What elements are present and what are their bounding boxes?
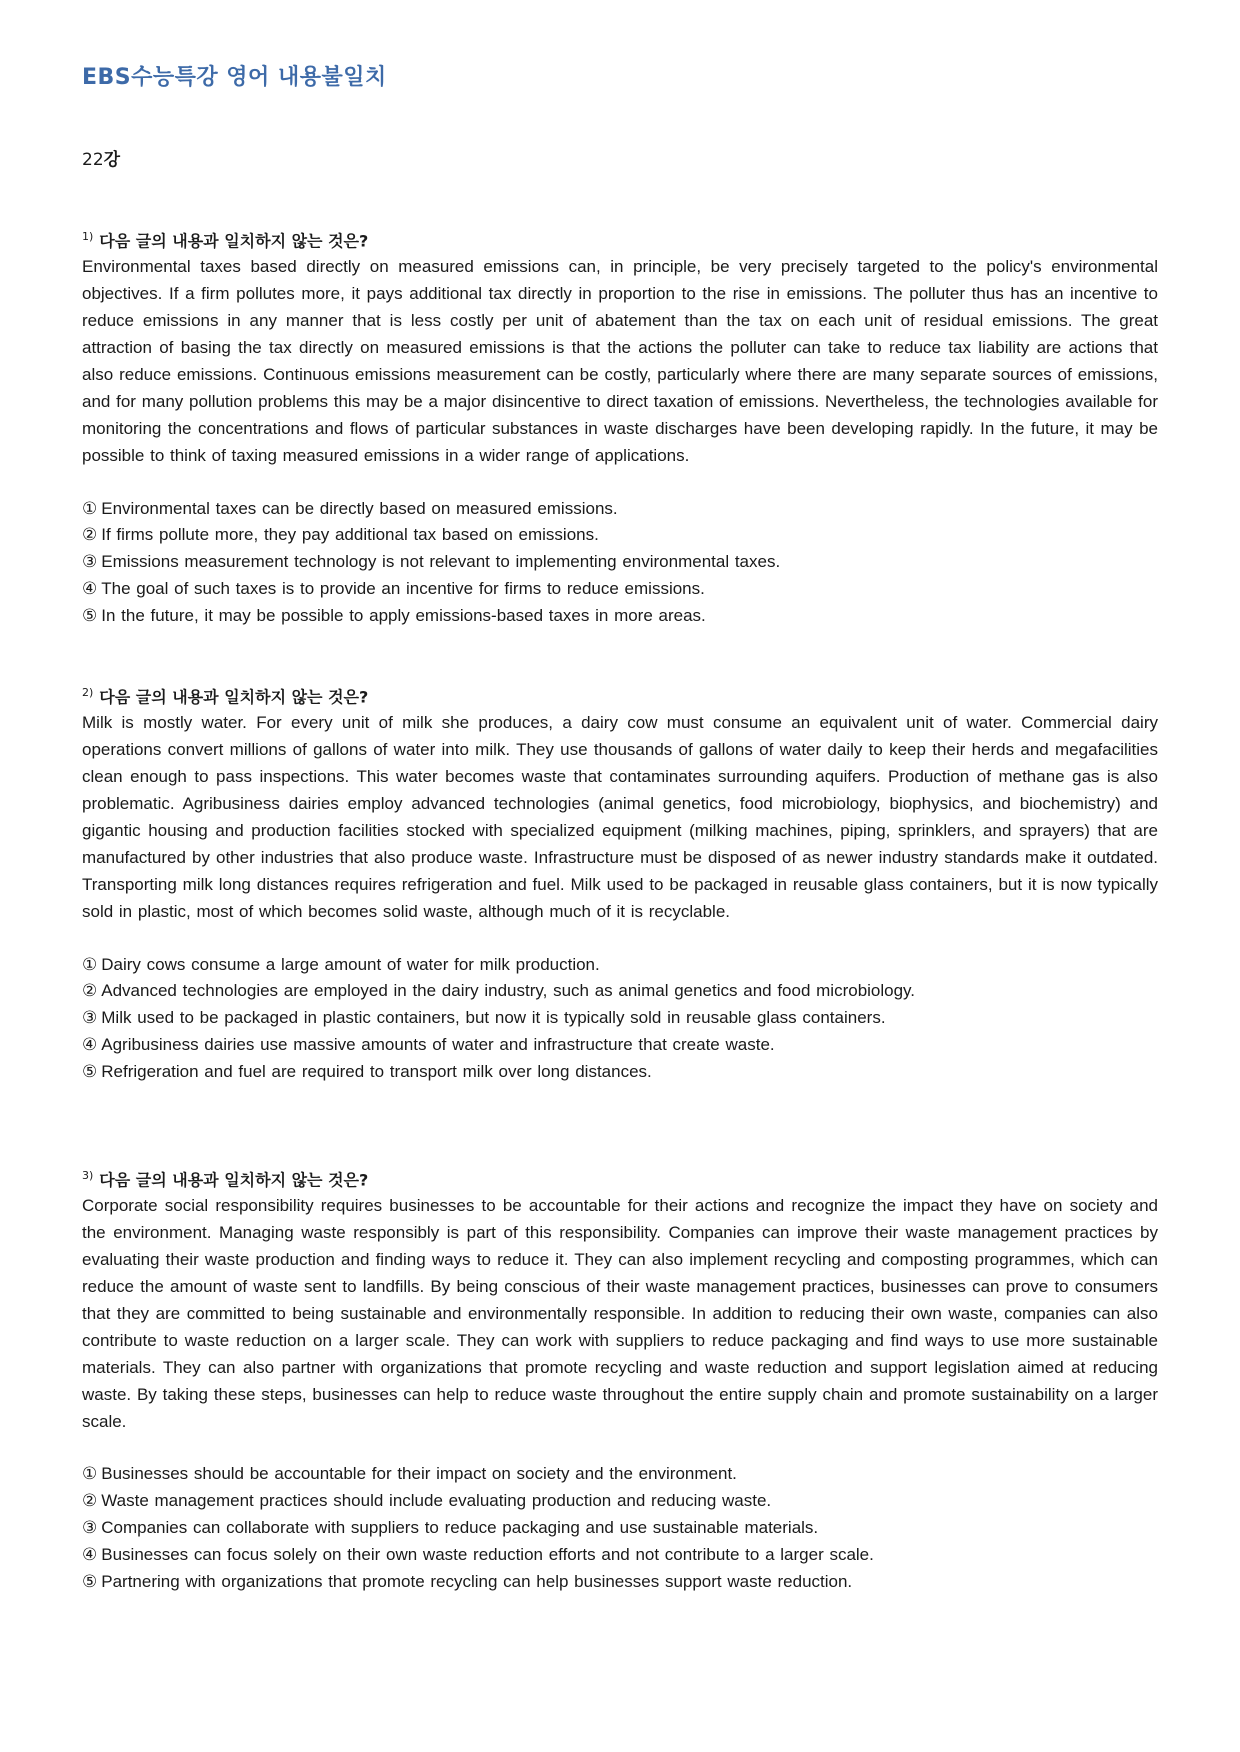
page-title: EBS수능특강 영어 내용불일치 bbox=[82, 65, 387, 90]
option-mark: ① bbox=[82, 954, 98, 974]
question-prompt: 다음 글의 내용과 일치하지 않는 것은? bbox=[99, 1170, 369, 1190]
option-text: Partnering with organizations that promote recycling can help businesses support waste reduction. bbox=[101, 1572, 853, 1592]
option-text: Businesses should be accountable for their impact on society and the environment. bbox=[101, 1464, 737, 1484]
answer-option-1[interactable] bbox=[82, 1461, 1158, 1488]
option-mark: ③ bbox=[82, 1518, 98, 1538]
option-mark: ③ bbox=[82, 1008, 98, 1028]
question-passage: Corporate social responsibility requires businesses to be accountable for their actions and recognize the impact they have on society and the environment. Managing waste responsibly is part of this responsibility. Companies can improve their waste management practices by evaluating their waste production and finding ways to reduce it. They can also implement recycling and composting programmes, which can reduce the amount of waste sent to landfills. By being conscious of their waste management practices, businesses can prove to consumers that they are committed to being sustainable and environmentally responsible. In addition to reducing their own waste, companies can also contribute to waste reduction on a larger scale. They can work with suppliers to reduce packaging and find ways to use more sustainable materials. They can also partner with organizations that promote recycling and waste reduction and support legislation aimed at reducing waste. By taking these steps, businesses can help to reduce waste throughout the entire supply chain and promote sustainability on a larger scale. bbox=[82, 1196, 1158, 1431]
option-mark: ③ bbox=[82, 552, 98, 572]
question-header bbox=[82, 224, 1158, 254]
option-text: Advanced technologies are employed in the dairy industry, such as animal genetics and food microbiology. bbox=[101, 981, 916, 1001]
answer-options bbox=[82, 496, 1158, 631]
question-2 bbox=[82, 680, 1158, 1086]
option-mark: ④ bbox=[82, 1545, 98, 1565]
question-number: 3) bbox=[82, 1169, 94, 1182]
option-text: Companies can collaborate with suppliers to reduce packaging and use sustainable materials. bbox=[101, 1518, 819, 1538]
option-text: If firms pollute more, they pay additional tax based on emissions. bbox=[101, 525, 599, 545]
question-header bbox=[82, 680, 1158, 710]
answer-option-3[interactable] bbox=[82, 1005, 1158, 1032]
answer-option-1[interactable] bbox=[82, 952, 1158, 979]
answer-option-2[interactable] bbox=[82, 1488, 1158, 1515]
option-text: Dairy cows consume a large amount of water for milk production. bbox=[101, 954, 600, 974]
option-mark: ① bbox=[82, 1464, 98, 1484]
option-text: Emissions measurement technology is not relevant to implementing environmental taxes. bbox=[101, 552, 781, 572]
question-1 bbox=[82, 224, 1158, 630]
option-text: Businesses can focus solely on their own waste reduction efforts and not contribute to a larger scale. bbox=[101, 1545, 874, 1565]
answer-option-3[interactable] bbox=[82, 1515, 1158, 1542]
question-3 bbox=[82, 1163, 1158, 1596]
question-prompt: 다음 글의 내용과 일치하지 않는 것은? bbox=[99, 687, 369, 707]
answer-option-1[interactable] bbox=[82, 496, 1158, 523]
question-number: 1) bbox=[82, 230, 94, 243]
option-text: The goal of such taxes is to provide an incentive for firms to reduce emissions. bbox=[101, 579, 705, 599]
answer-option-5[interactable] bbox=[82, 1569, 1158, 1596]
option-text: Agribusiness dairies use massive amounts of water and infrastructure that create waste. bbox=[101, 1035, 775, 1055]
answer-option-5[interactable] bbox=[82, 603, 1158, 630]
option-text: Waste management practices should include evaluating production and reducing waste. bbox=[101, 1491, 772, 1511]
option-text: In the future, it may be possible to apply emissions-based taxes in more areas. bbox=[101, 606, 706, 626]
option-mark: ⑤ bbox=[82, 606, 98, 626]
option-mark: ② bbox=[82, 1491, 98, 1511]
question-passage: Environmental taxes based directly on measured emissions can, in principle, be very precisely targeted to the policy's environmental objectives. If a firm pollutes more, it pays additional tax directly in proportion to the rise in emissions. The polluter thus has an incentive to reduce emissions in any manner that is less costly per unit of abatement than the tax on each unit of residual emissions. The great attraction of basing the tax directly on measured emissions is that the actions the polluter can take to reduce tax liability are actions that also reduce emissions. Continuous emissions measurement can be costly, particularly where there are many separate sources of emissions, and for many pollution problems this may be a major disincentive to direct taxation of emissions. Nevertheless, the technologies available for monitoring the concentrations and flows of particular substances in waste discharges have been developing rapidly. In the future, it may be possible to think of taxing measured emissions in a wider range of applications. bbox=[82, 257, 1158, 465]
answer-option-4[interactable] bbox=[82, 1542, 1158, 1569]
option-mark: ⑤ bbox=[82, 1062, 98, 1082]
answer-option-5[interactable] bbox=[82, 1059, 1158, 1086]
option-text: Environmental taxes can be directly based on measured emissions. bbox=[101, 498, 618, 518]
option-mark: ④ bbox=[82, 579, 98, 599]
question-passage: Milk is mostly water. For every unit of milk she produces, a dairy cow must consume an equivalent unit of water. Commercial dairy operations convert millions of gallons of water into milk. They use thousands of gallons of water daily to keep their herds and megafacilities clean enough to pass inspections. This water becomes waste that contaminates surrounding aquifers. Production of methane gas is also problematic. Agribusiness dairies employ advanced technologies (animal genetics, food microbiology, biophysics, and biochemistry) and gigantic housing and production facilities stocked with specialized equipment (milking machines, piping, sprinklers, and sprayers) that are manufactured by other industries that also produce waste. Infrastructure must be disposed of as newer industry standards make it outdated. Transporting milk long distances requires refrigeration and fuel. Milk used to be packaged in reusable glass containers, but it is now typically sold in plastic, most of which becomes solid waste, although much of it is recyclable. bbox=[82, 713, 1158, 921]
option-mark: ⑤ bbox=[82, 1572, 98, 1592]
answer-option-4[interactable] bbox=[82, 1032, 1158, 1059]
lesson-label bbox=[82, 145, 120, 170]
lesson-suffix: 강 bbox=[103, 150, 121, 170]
answer-options bbox=[82, 1461, 1158, 1596]
lesson-number: 22 bbox=[82, 150, 104, 170]
question-number: 2) bbox=[82, 686, 94, 699]
option-text: Refrigeration and fuel are required to transport milk over long distances. bbox=[101, 1062, 652, 1082]
answer-option-2[interactable] bbox=[82, 978, 1158, 1005]
option-mark: ② bbox=[82, 981, 98, 1001]
option-mark: ① bbox=[82, 498, 98, 518]
option-mark: ④ bbox=[82, 1035, 98, 1055]
option-mark: ② bbox=[82, 525, 98, 545]
question-prompt: 다음 글의 내용과 일치하지 않는 것은? bbox=[99, 231, 369, 251]
answer-option-2[interactable] bbox=[82, 522, 1158, 549]
option-text: Milk used to be packaged in plastic containers, but now it is typically sold in reusable glass containers. bbox=[101, 1008, 886, 1028]
answer-options bbox=[82, 952, 1158, 1087]
answer-option-3[interactable] bbox=[82, 549, 1158, 576]
question-header bbox=[82, 1163, 1158, 1193]
answer-option-4[interactable] bbox=[82, 576, 1158, 603]
